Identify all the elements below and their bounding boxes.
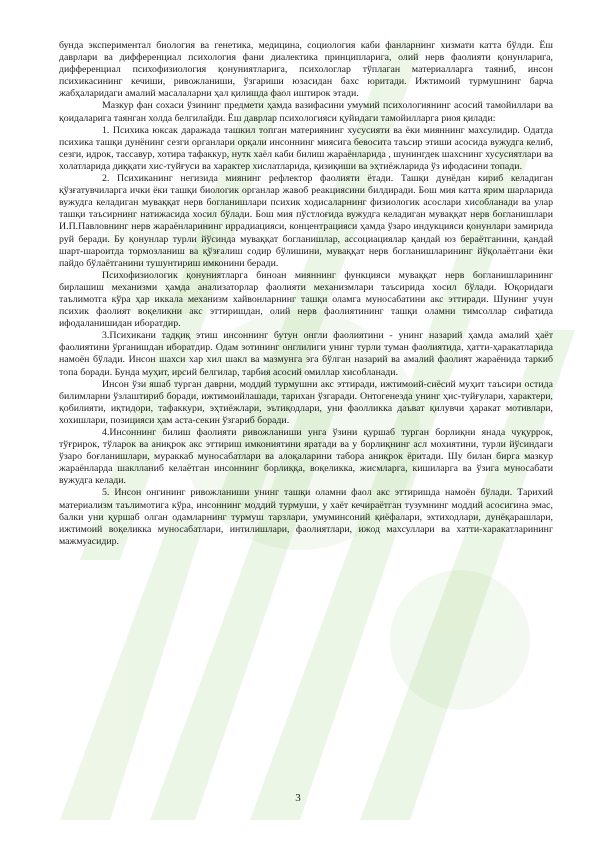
document-body [59, 40, 553, 548]
paragraph: Психофизиологик қонуниятларга биноан мияннинг функцияси муваққат нерв богланишларининг бирлашиш механизми ҳамда анализаторлар фаолияти механизмлари таъсирида хосил бўлади. Юқоридаги таълимотга кўра ҳар иккала механизм хайвонларнинг ташқи оламга муносабатини акс эттиради. Шунинг учун психик фаолият воқеликни акс эттиришдан, олий нерв фаолиятининг ташқи оламни тимсоллар сифатида ифодаланишидан иборатдир. [59, 269, 553, 330]
paragraph: Инсон ўзи яшаб турган даврни, моддий турмушни акс эттиради, ижтимоий-сиёсий муҳит таъсири остида билимларни ўзлаштириб боради, ижтимоийлашади, тарихан ўзгаради. Онтогенезда унинг ҳис-туйғулари, характери, қобилияти, иқтидори, тафаккури, эҳтиёжлари, эътиқодлари, уни фаолликка даъват қилувчи ҳаракат мотивлари, хохишлари, позицияси ҳам аста-секин ўзгариб боради. [59, 378, 553, 426]
paragraph: 5. Инсон онгининг ривожланиши унинг ташқи оламни фаол акс эттиришда намоён бўлади. Тарихий материализм таълимотига кўра, инсоннинг моддий турмуши, у хаёт кечираётган тузумнинг моддий асосигина эмас, балки уни қуршаб олган одамларнинг турмуш тарзлари, умуминсоний қиёфалари, эхтиходлари, дунёқарашлари, ижтимоий воқеликка муносабатлари, интилишлари, фаолиятлари, ижод махсуллари ва хатти-харакатларининг мажмуасидир. [59, 487, 553, 547]
paragraph: 1. Психика юксак даражада ташкил топган материянинг хусусияти ва ёки мияннинг махсулидир. Одатда психика ташқи дунёнинг сезги органлари орқали инсоннинг миясига бевосита таъсир этиши асосида вужудга келиб, сезги, идрок, тассавур, хотира тафаккур, нутк хаёл каби билиш жараёнларида , шунингдек шахснинг хусусиятлари ва холатларида диққати хис-туйғуси ва характер хислатларида, қизиқиши ва эҳтиёжларида ўз ифодасини топади. [59, 124, 553, 172]
paragraph: 3.Психикани тадқиқ этиш инсоннинг бутун онгли фаолиятини - унинг назарий ҳамда амалий ҳаёт фаолиятини ўрганишдан иборатдир. Одам зотининг онглилиги унинг турли туман фаолиятида, ҳатти-ҳаракатларида намоён бўлади. Инсон шахси хар хил шакл ва мазмунга эга бўлган назарий ва амалий фаолият жараёнида таркиб топа боради. Бунда муҳит, ирсий белгилар, тарбия асосий омиллар хисобланади. [59, 330, 553, 378]
paragraph: Мазкур фан сохаси ўзининг предмети ҳамда вазифасини умумий психологиянинг асосий тамойиллари ва қоидаларига таянган холда белгилайди. Ёш даврлар психологияси қуйидаги тамойилларга риоя қилади: [59, 100, 553, 124]
page-number: 3 [295, 792, 301, 804]
paragraph: бунда экспериментал биология ва генетика, медицина, социология каби фанларнинг хизмати катта бўлди. Ёш даврлари ва дифференциал психология фани диалектика принципларига, олий нерв фаолияти қонунларига, дифференциал психофизиология қонуниятларига, психологлар тўплаган материалларга таяниб, инсон психикасининг кечиши, ривожланиши, ўзгариши юзасидан бахс юритади. Ижтимоий турмушнинг барча жабҳаларидаги амалий масалаларни ҳал қилишда фаол иштирок этади. [59, 40, 553, 100]
paragraph: 2. Психиканинг негизида миянинг рефлектор фаолияти ётади. Ташқи дунёдан кириб келадиган қўзғатувчиларга ички ёки ташқи биологик органлар жавоб реакциясини билдиради. Бош мия катта ярим шарларида вужудга келадиган муваққат нерв богланишлари психик ходисаларнинг физиологик асослари хисобланади ва улар ташқи таъсирнинг натижасида хосил бўлади. Бош мия пўстлоғида вужудга келадиган муваққат нерв богланишлари И.П.Павловнинг нерв жараёнларининг иррадиацияси, концентрацияси ҳамда ўзаро индукцияси қонунлари замирида руй беради. Бу қонунлар турли йўсинда муваққат богланишлар, ассоциациялар қандай юз бераётганини, қандай шарт-шароитда тормозланиш ва қўзғалиш содир бўлишини, муваққат нерв богланишларининг йўқолаётгани ёки пайдо бўлаётганини тушунтириш имконини беради. [59, 173, 553, 269]
paragraph: 4.Инсоннинг билиш фаолияти ривожланиши унга ўзини қуршаб турган борлиқни янада чуқуррок, тўғрирок, тўларок ва аниқрок акс эттириш имкониятини яратади ва у борлиқнинг асл мохиятини, турли йўсиндаги ўзаро боғланишлари, мураккаб муносабатлари ва алоқаларини табора аниқрок ёритади. Шу билан бирга мазкур жараёнларда шаклланиб келаётган инсоннинг борлиққа, воқеликка, жисмларга, кишиларга ва ўзига муносабати вужудга келади. [59, 427, 553, 487]
